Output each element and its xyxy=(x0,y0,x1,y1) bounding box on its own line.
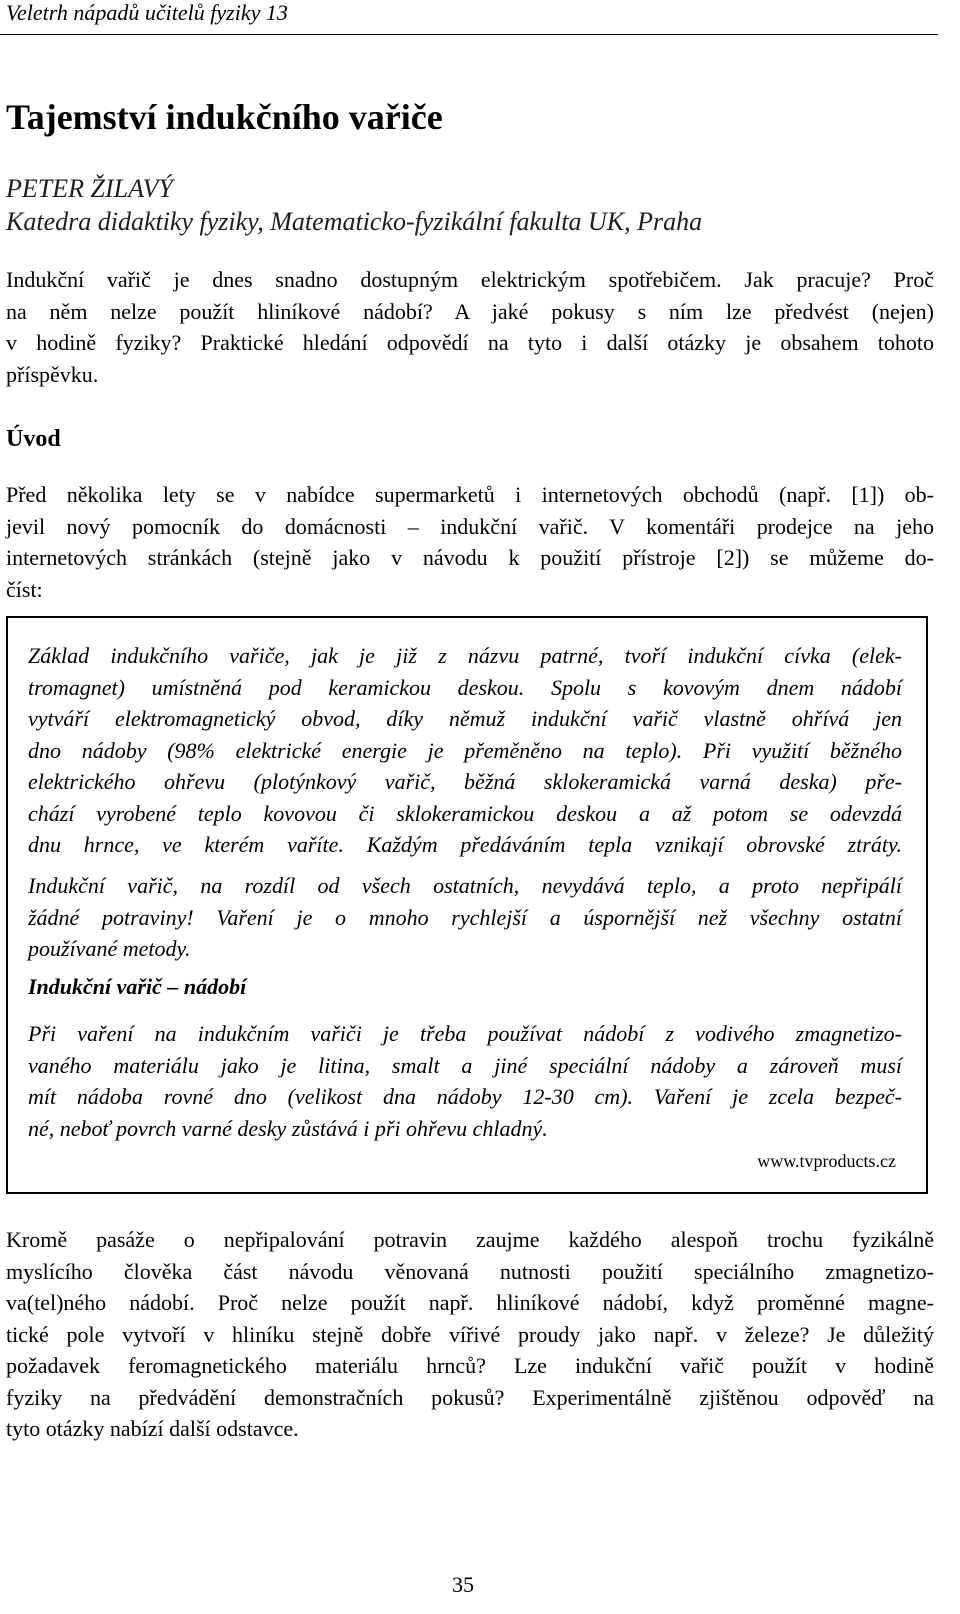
author-affiliation: Katedra didaktiky fyziky, Matematicko-fyzikální fakulta UK, Praha xyxy=(6,207,703,236)
quote-line: chází vyrobené teplo kovovou či sklokeramickou deskou a až potom se odevzdá xyxy=(28,800,902,826)
abstract-line: v hodině fyziky? Praktické hledání odpovědí na tyto i další otázky je obsahem tohoto xyxy=(6,330,934,355)
article-title: Tajemství indukčního vařiče xyxy=(6,97,443,137)
quote-line: Při vaření na indukčním vařiči je třeba používat nádobí z vodivého zmagnetizo- xyxy=(28,1021,902,1046)
intro-paragraph xyxy=(6,479,934,605)
closing-line: tyto otázky nabízí další odstavce. xyxy=(6,1416,299,1441)
running-header: Veletrh nápadů učitelů fyziky 13 xyxy=(6,0,288,25)
abstract-paragraph xyxy=(6,264,934,390)
header-rule xyxy=(0,34,938,35)
quote-line: mít nádoba rovné dno (velikost dna nádoby 12-30 cm). Vaření je zcela bezpeč- xyxy=(28,1084,902,1109)
author-name: PETER ŽILAVÝ xyxy=(6,174,173,203)
page-number: 35 xyxy=(452,1572,474,1597)
quote-box xyxy=(6,616,928,1194)
closing-line: myslícího člověka část návodu věnovaná nutnosti použití speciálního zmagnetizo- xyxy=(6,1258,934,1284)
quote-subheading: Indukční vařič – nádobí xyxy=(28,974,247,999)
quote-paragraph xyxy=(28,870,902,965)
quote-paragraph xyxy=(28,1018,902,1144)
closing-paragraph xyxy=(6,1224,934,1445)
closing-line: tické pole vytvoří v hliníku stejně dobře vířivé proudy jako např. v železe? Je důležitý xyxy=(6,1321,934,1347)
quote-line: Základ indukčního vařiče, jak je již z názvu patrné, tvoří indukční cívka (elek- xyxy=(28,643,902,668)
closing-line: va(tel)ného nádobí. Proč nelze použít např. hliníkové nádobí, když proměnné magne- xyxy=(6,1290,934,1315)
quote-line: vytváří elektromagnetický obvod, díky němuž indukční vařič vlastně ohřívá jen xyxy=(28,706,902,731)
quote-line: dno nádoby (98% elektrické energie je přeměněno na teplo). Při využití běžného xyxy=(28,737,902,763)
quote-paragraph xyxy=(28,640,902,861)
quote-source: www.tvproducts.cz xyxy=(757,1151,896,1171)
quote-line: Indukční vařič, na rozdíl od všech ostatních, nevydává teplo, a proto nepřipálí xyxy=(28,873,902,898)
quote-line: dnu hrnce, ve kterém vaříte. Každým předáváním tepla vznikají obrovské ztráty. xyxy=(28,832,902,857)
intro-line: Před několika lety se v nabídce supermarketů i internetových obchodů (např. [1]) ob- xyxy=(6,482,934,507)
closing-line: fyziky na předvádění demonstračních pokusů? Experimentálně zjištěnou odpověď na xyxy=(6,1384,934,1410)
quote-line: né, neboť povrch varné desky zůstává i při ohřevu chladný. xyxy=(28,1115,548,1141)
abstract-line: Indukční vařič je dnes snadno dostupným elektrickým spotřebičem. Jak pracuje? Proč xyxy=(6,267,934,292)
quote-line: elektrického ohřevu (plotýnkový vařič, běžná sklokeramická varná deska) pře- xyxy=(28,769,902,794)
abstract-line: na něm nelze použít hliníkové nádobí? A jaké pokusy s ním lze předvést (nejen) xyxy=(6,298,934,324)
intro-line: jevil nový pomocník do domácnosti – indukční vařič. V komentáři prodejce na jeho xyxy=(6,513,934,539)
author-block xyxy=(6,172,702,238)
closing-line: požadavek feromagnetického materiálu hrnců? Lze indukční vařič použít v hodině xyxy=(6,1353,934,1378)
quote-line: používané metody. xyxy=(28,936,191,961)
section-heading: Úvod xyxy=(6,426,61,452)
quote-line: vaného materiálu jako je litina, smalt a jiné speciální nádoby a zároveň musí xyxy=(28,1052,902,1078)
closing-line: Kromě pasáže o nepřipalování potravin zaujme každého alespoň trochu fyzikálně xyxy=(6,1227,934,1252)
intro-line: internetových stránkách (stejně jako v návodu k použití přístroje [2]) se můžeme do- xyxy=(6,545,934,570)
abstract-line: příspěvku. xyxy=(6,361,99,387)
quote-line: žádné potraviny! Vaření je o mnoho rychlejší a úspornější než všechny ostatní xyxy=(28,904,902,930)
quote-line: tromagnet) umístněná pod keramickou deskou. Spolu s kovovým dnem nádobí xyxy=(28,674,902,700)
intro-line: číst: xyxy=(6,576,43,602)
